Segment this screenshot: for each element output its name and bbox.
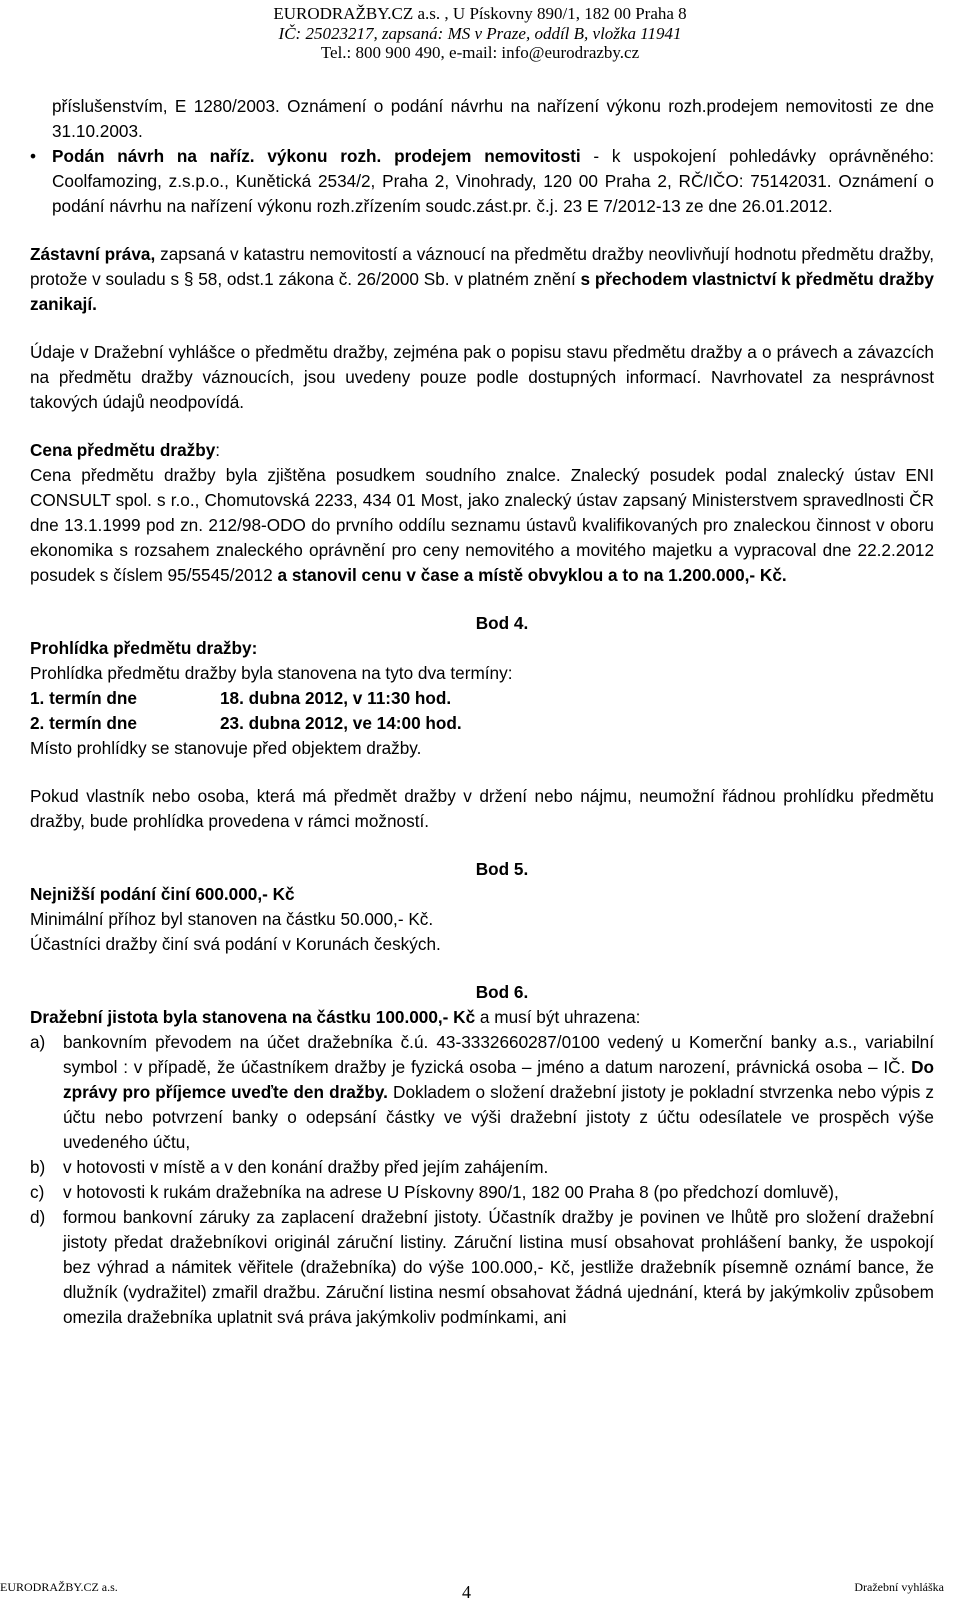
list-marker: c) (30, 1182, 45, 1202)
list-item (30, 1205, 934, 1330)
term-row (30, 711, 934, 736)
misto-prohlidky: Místo prohlídky se stanovuje před objektem dražby. (30, 738, 422, 758)
list-marker: b) (30, 1157, 46, 1177)
prohlidka-text: Prohlídka předmětu dražby byla stanovena na tyto dva termíny: (30, 663, 513, 683)
cena-heading (30, 438, 934, 463)
bullet-text: - k uspokojení pohledávky oprávněného: Coolfamozing, z.s.p.o., Kunětická 2534/2, Praha 2, Vinohrady, 120 00 Praha 2, RČ/IČO: 75142031. Oznámení o podání návrhu na nařízení výkonu rozh.zřízením soudc.zást.pr. č.j. 23 E 7/2012-13 ze dne 26.01.2012. (52, 146, 934, 216)
prohlidka-heading: Prohlídka předmětu dražby: (30, 638, 258, 658)
cena-text: Cena předmětu dražby byla zjištěna posudkem soudního znalce. Znalecký posudek podal znalecký ústav ENI CONSULT spol. s r.o., Chomutovská 2233, 434 01 Most, jako znalecký ústav zapsaný Ministerstvem spravedlnosti ČR dne 13.1.1999 pod zn. 212/98-ODO do prvního oddílu seznamu ústavů kvalifikovaných pro znaleckou činnost v oboru ekonomika s rozsahem znaleckého oprávnění pro ceny nemovitého a movitého majetku a vypracoval dne 22.2.2012 posudek s číslem 95/5545/2012 (30, 465, 934, 585)
footer-company: EURODRAŽBY.CZ a.s. (0, 1580, 118, 1594)
bod6-heading: Bod 6. (475, 982, 529, 1002)
bullet-continuation: příslušenstvím, E 1280/2003. Oznámení o podání návrhu na nařízení výkonu rozh.prodejem nemovitosti ze dne 31.10.2003. (52, 96, 934, 141)
list-item-text: formou bankovní záruky za zaplacení dražební jistoty. Účastník dražby je povinen ve lhůtě pro složení dražební jistoty předat dražebníkovi originál záruční listiny. Záruční listina musí obsahovat prohlášení banky, že uspokojí bez výhrad a námitek věřitele (dražebníka) do výše 100.000,- Kč, jestliže dražebník písemně oznámí bance, že dlužník (vydražitel) zmařil dražbu. Záruční listina nesmí obsahovat žádná ujednání, která by jakýmkoliv způsobem omezila dražebníka uplatnit svá práva jakýmkoliv podmínkami, ani (63, 1207, 934, 1327)
bod4-heading: Bod 4. (475, 613, 529, 633)
term-label: 2. termín dne (30, 713, 137, 733)
bullet-item (30, 144, 934, 219)
term-row (30, 686, 934, 711)
footer-document-title: Dražební vyhláška (854, 1580, 944, 1594)
list-marker: a) (30, 1032, 46, 1052)
cena-bold: a stanovil cenu v čase a místě obvyklou a to na 1.200.000,- Kč. (277, 565, 787, 585)
ucastnici-text: Účastníci dražby činí svá podání v Korunách českých. (30, 934, 441, 954)
header-company-line: EURODRAŽBY.CZ a.s. , U Pískovny 890/1, 182 00 Praha 8 (273, 4, 687, 23)
nejnizsi-podani: Nejnižší podání činí 600.000,- Kč (30, 884, 295, 904)
cena-heading-colon: : (215, 440, 221, 460)
zastavni-prava-paragraph (30, 242, 934, 317)
minimalni-prihoz: Minimální příhoz byl stanoven na částku 50.000,- Kč. (30, 909, 434, 929)
header-contact-line: Tel.: 800 900 490, e-mail: info@eurodrazby.cz (320, 43, 640, 62)
list-item (30, 1030, 934, 1155)
list-item-text: v hotovosti v místě a v den konání dražby před jejím zahájením. (63, 1157, 549, 1177)
jistota-text: a musí být uhrazena: (475, 1007, 641, 1027)
list-item (30, 1180, 934, 1205)
term-label: 1. termín dne (30, 688, 137, 708)
zastavni-prava-text: zapsaná v katastru nemovitostí a váznoucí na předmětu dražby neovlivňují hodnotu předmětu dražby, protože v souladu s § 58, odst.1 zákona č. 26/2000 Sb. v platném znění (30, 244, 934, 289)
bod5-heading: Bod 5. (475, 859, 529, 879)
jistota-bold: Dražební jistota byla stanovena na částku 100.000,- Kč (30, 1007, 476, 1027)
list-item-bold: Do zprávy pro příjemce uveďte den dražby. (63, 1057, 934, 1102)
document-body (30, 94, 934, 1330)
cena-heading-text: Cena předmětu dražby (30, 440, 216, 460)
pokud-paragraph: Pokud vlastník nebo osoba, která má předmět dražby v držení nebo nájmu, neumožní řádnou prohlídku předmětu dražby, bude prohlídka provedena v rámci možností. (30, 786, 934, 831)
jistota-paragraph (30, 1005, 934, 1030)
list-item-text (63, 1030, 934, 1155)
zastavni-prava-bold: s přechodem vlastnictví k předmětu dražby zanikají. (30, 269, 934, 314)
page-header (0, 0, 960, 84)
payment-methods-list (30, 1030, 934, 1330)
cena-paragraph (30, 463, 934, 588)
page-number: 4 (462, 1582, 471, 1602)
list-item-text: v hotovosti k rukám dražebníka na adrese U Pískovny 890/1, 182 00 Praha 8 (po předchozí domluvě), (63, 1182, 839, 1202)
bullet-bold-text: Podán návrh na naříz. výkonu rozh. prodejem nemovitosti (52, 146, 581, 166)
page-footer (0, 1574, 960, 1608)
list-item (30, 1155, 934, 1180)
udaje-paragraph: Údaje v Dražební vyhlášce o předmětu dražby, zejména pak o popisu stavu předmětu dražby a o právech a závazcích na předmětu dražby váznoucích, jsou uvedeny pouze podle dostupných informací. Navrhovatel za nesprávnost takových údajů neodpovídá. (30, 342, 934, 412)
list-item-text-after: Dokladem o složení dražební jistoty je pokladní stvrzenka nebo výpis z účtu nebo potvrzení banky o odepsání částky ve výši dražební jistoty z účtu odesílatele ve prospěch výše uvedeného účtu, (63, 1082, 934, 1152)
list-marker: d) (30, 1207, 46, 1227)
list-item-text-part: bankovním převodem na účet dražebníka č.ú. 43-3332660287/0100 vedený u Komerční banky a.s., variabilní symbol : v případě, že účastníkem dražby je fyzická osoba – jméno a datum narození, právnická osoba – IČ. (63, 1032, 934, 1077)
term-value: 18. dubna 2012, v 11:30 hod. (220, 688, 452, 708)
term-value: 23. dubna 2012, ve 14:00 hod. (220, 713, 462, 733)
header-registration-line: IČ: 25023217, zapsaná: MS v Praze, oddíl B, vložka 11941 (278, 23, 682, 43)
zastavni-prava-label: Zástavní práva, (30, 244, 156, 264)
